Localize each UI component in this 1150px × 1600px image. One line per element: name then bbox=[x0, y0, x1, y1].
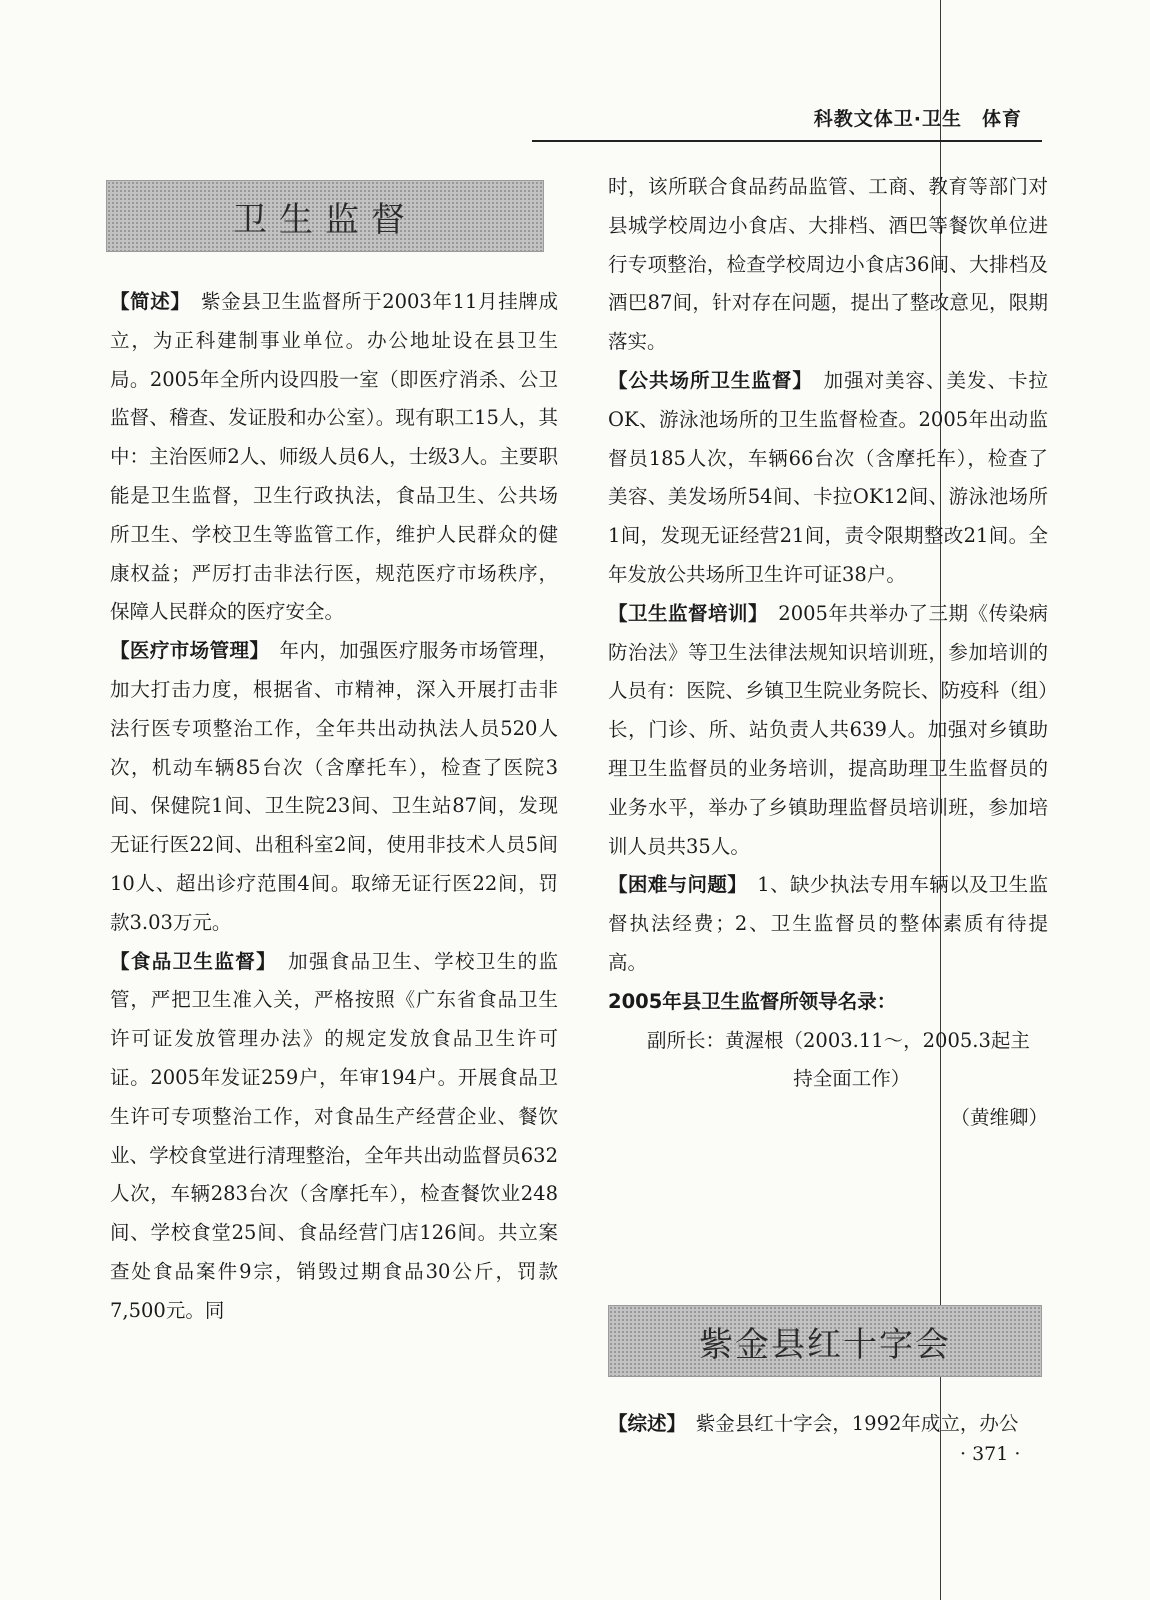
author-credit: （黄维卿） bbox=[950, 1106, 1048, 1130]
running-header: 科教文体卫·卫生 体育 bbox=[813, 108, 1022, 130]
paragraph-training bbox=[608, 595, 1048, 867]
paragraph-continuation bbox=[608, 168, 1048, 362]
section-title: 紫金县红十字会 bbox=[699, 1324, 951, 1365]
paragraph-text: 紫金县红十字会，1992年成立，办公 bbox=[676, 1412, 1019, 1435]
right-column bbox=[608, 168, 1048, 1138]
left-column bbox=[110, 283, 558, 1331]
paragraph-heading: 【困难与问题】 bbox=[608, 873, 738, 897]
paragraph-heading: 【公共场所卫生监督】 bbox=[608, 368, 804, 392]
paragraph-heading: 【医疗市场管理】 bbox=[110, 639, 260, 663]
paragraph-problems bbox=[608, 866, 1048, 982]
paragraph-heading: 【简述】 bbox=[110, 290, 181, 313]
paragraph-public-places bbox=[608, 362, 1048, 595]
paragraph-text: 时，该所联合食品药品监管、工商、教育等部门对县城学校周边小食店、大排档、酒巴等餐饮单位进行专项整治，检查学校周边小食店36间、大排档及酒巴87间，针对存在问题，提出了整改意见，限期落实。 bbox=[608, 175, 1048, 354]
section-banner-health-supervision bbox=[106, 180, 544, 252]
section-title: 卫生监督 bbox=[233, 199, 417, 240]
paragraph-food-hygiene bbox=[110, 943, 558, 1331]
page-number: · 371 · bbox=[960, 1443, 1021, 1465]
paragraph-text: 加强对美容、美发、卡拉OK、游泳池场所的卫生监督检查。2005年出动监督员185人次，车辆66台次（含摩托车），检查了美容、美发场所54间、卡拉OK12间、游泳池场所1间，发现无证经营21间，责令限期整改21间。全年发放公共场所卫生许可证38户。 bbox=[608, 368, 1048, 586]
paragraph-red-cross-overview bbox=[608, 1405, 1048, 1444]
header-rule bbox=[532, 140, 1042, 142]
roster-entry-continued: 持全面工作） bbox=[793, 1067, 911, 1091]
paragraph-text: 2005年共举办了三期《传染病防治法》等卫生法律法规知识培训班，参加培训的人员有：医院、乡镇卫生院业务院长、防疫科（组）长，门诊、所、站负责人共639人。加强对乡镇助理卫生监督员的业务培训，提高助理卫生监督员的业务水平，举办了乡镇助理监督员培训班，参加培训人员共35人。 bbox=[608, 601, 1048, 858]
paragraph-medical-market bbox=[110, 632, 558, 942]
paragraph-heading: 【综述】 bbox=[608, 1412, 677, 1435]
paragraph-heading: 【卫生监督培训】 bbox=[608, 601, 759, 625]
paragraph-overview bbox=[110, 283, 558, 632]
right-column-lower bbox=[608, 1405, 1048, 1444]
paragraph-text: 紫金县卫生监督所于2003年11月挂牌成立，为正科建制事业单位。办公地址设在县卫生局。2005年全所内设四股一室（即医疗消杀、公卫监督、稽查、发证股和办公室）。现有职工15人，其中：主治医师2人、师级人员6人，士级3人。主要职能是卫生监督，卫生行政执法，食品卫生、公共场所卫生、学校卫生等监管工作，维护人民群众的健康权益；严厉打击非法行医，规范医疗市场秩序，保障人民群众的医疗安全。 bbox=[110, 290, 558, 624]
section-banner-red-cross bbox=[608, 1305, 1042, 1377]
paragraph-text: 1、缺少执法专用车辆以及卫生监督执法经费；2、卫生监督员的整体素质有待提高。 bbox=[608, 873, 1048, 974]
paragraph-heading: 【食品卫生监督】 bbox=[110, 949, 268, 973]
paragraph-text: 加强食品卫生、学校卫生的监管，严把卫生准入关，严格按照《广东省食品卫生许可证发放管理办法》的规定发放食品卫生许可证。2005年发证259户，年审194户。开展食品卫生许可专项整治工作，对食品生产经营企业、餐饮业、学校食堂进行清理整治，全年共出动监督员632人次，车辆283台次（含摩托车），检查餐饮业248间、学校食堂25间、食品经营门店126间。共立案查处食品案件9宗，销毁过期食品30公斤，罚款7,500元。同 bbox=[110, 949, 558, 1322]
roster-title: 2005年县卫生监督所领导名录： bbox=[608, 989, 897, 1013]
paragraph-text: 年内，加强医疗服务市场管理，加大打击力度，根据省、市精神，深入开展打击非法行医专项整治工作，全年共出动执法人员520人次，机动车辆85台次（含摩托车），检查了医院3间、保健院1间、卫生院23间、卫生站87间，发现无证行医22间、出租科室2间，使用非技术人员5间10人、超出诊疗范围4间。取缔无证行医22间，罚款3.03万元。 bbox=[110, 639, 558, 934]
roster-entry: 副所长：黄渥根（2003.11～，2005.3起主 bbox=[647, 1028, 1030, 1052]
